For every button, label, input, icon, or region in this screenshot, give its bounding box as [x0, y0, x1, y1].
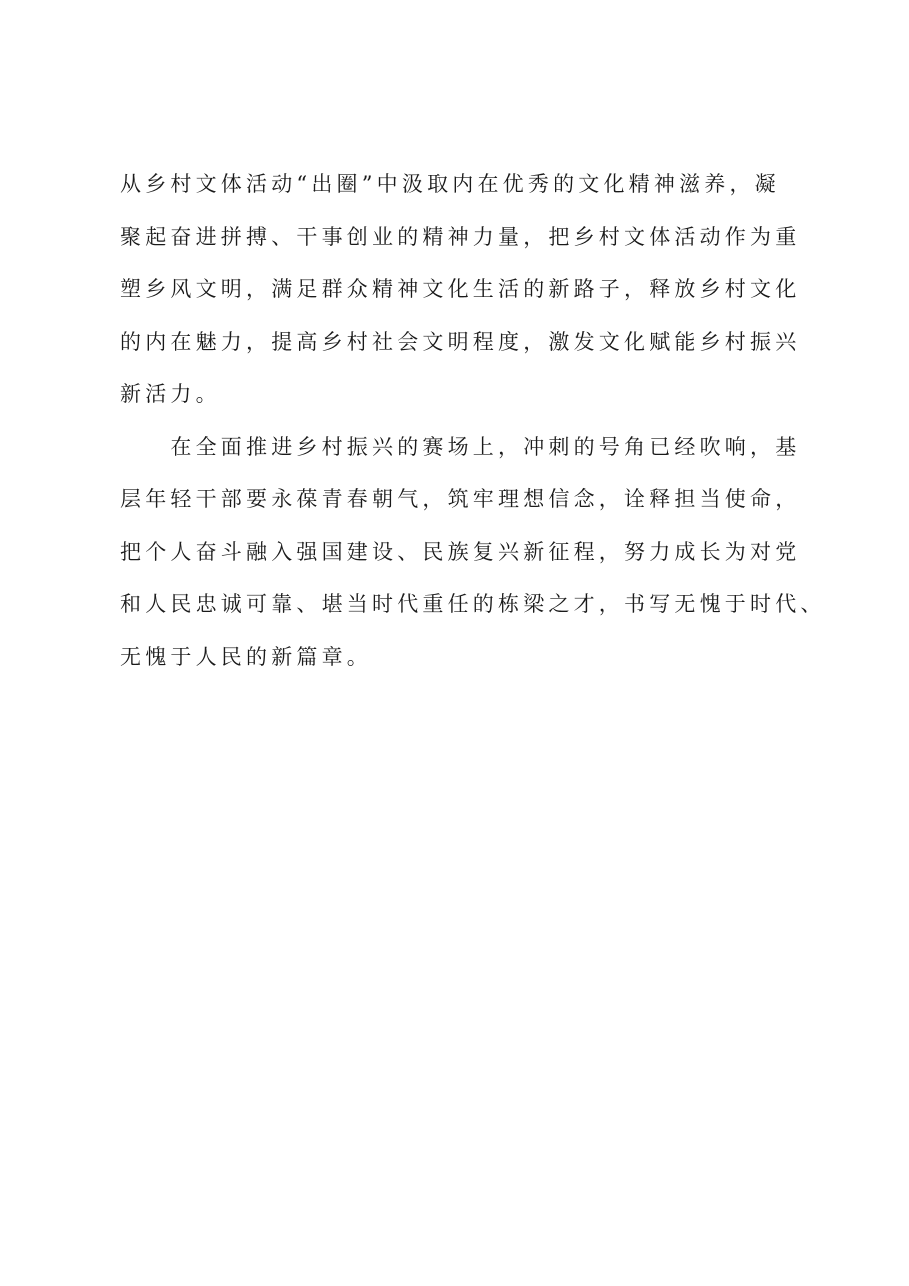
text-line: 层年轻干部要永葆青春朝气，筑牢理想信念，诠释担当使命， — [120, 487, 801, 511]
text-line: 在全面推进乡村振兴的赛场上，冲刺的号角已经吹响，基 — [120, 434, 801, 459]
text-line: 把个人奋斗融入强国建设、民族复兴新征程，努力成长为对党 — [120, 539, 801, 564]
text-line: 从乡村文体活动“出圈”中汲取内在优秀的文化精神滋养，凝 — [120, 172, 780, 196]
text-line: 聚起奋进拼搏、干事创业的精神力量，把乡村文体活动作为重 — [120, 224, 801, 249]
text-line: 和人民忠诚可靠、堪当时代重任的栋梁之才，书写无愧于时代、 — [120, 592, 826, 616]
document-body — [120, 158, 826, 683]
text-line: 的内在魅力，提高乡村社会文明程度，激发文化赋能乡村振兴 — [120, 329, 801, 354]
text-line: 无愧于人民的新篇章。 — [120, 644, 372, 669]
text-line: 塑乡风文明，满足群众精神文化生活的新路子，释放乡村文化 — [120, 277, 801, 301]
text-line: 新活力。 — [120, 382, 221, 406]
